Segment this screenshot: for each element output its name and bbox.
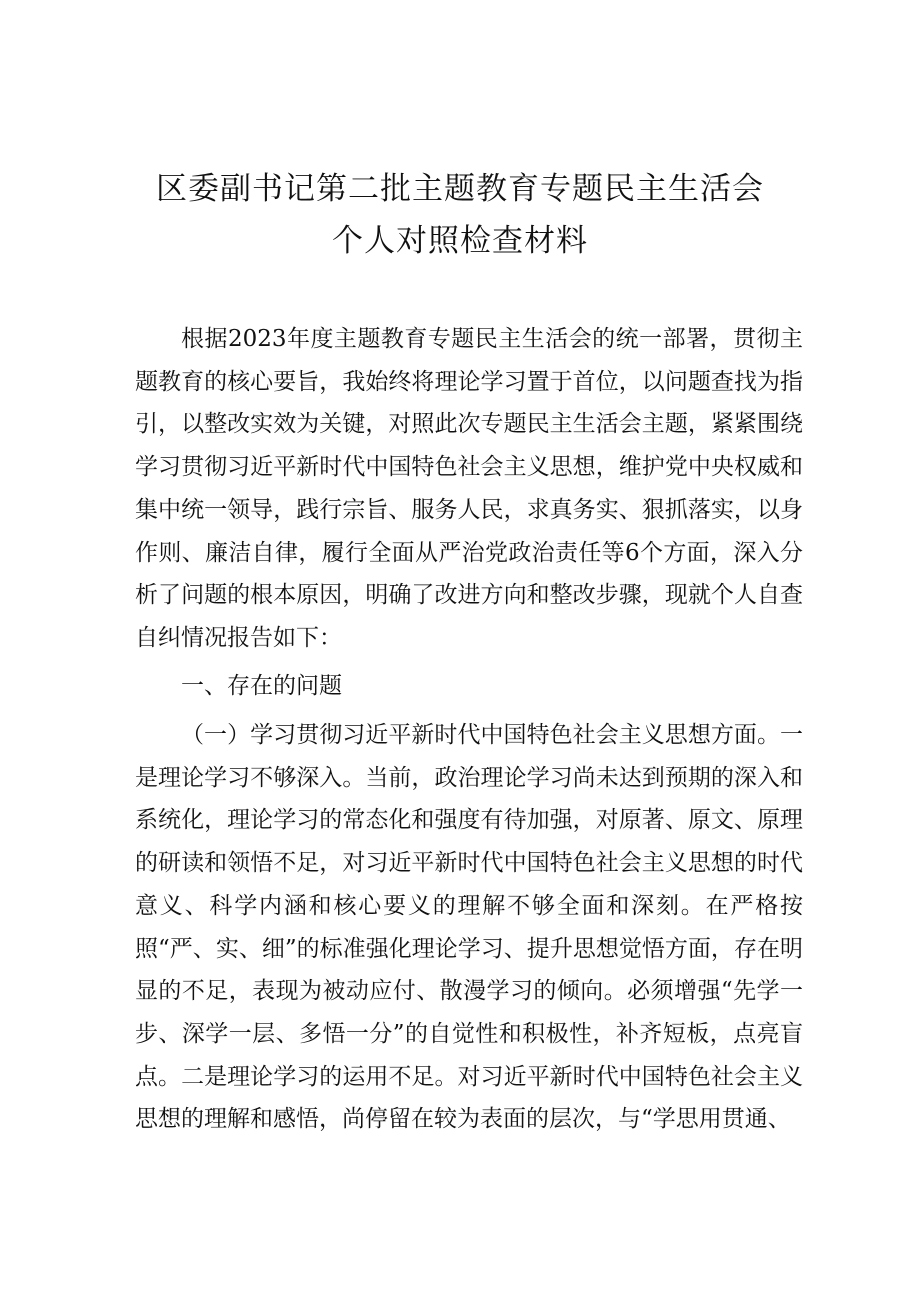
section-heading-problems: 一、存在的问题 [181,673,342,699]
document-title-line2: 个人对照检查材料 [332,223,588,259]
problem-paragraph-1: （一）学习贯彻习近平新时代中国特色社会主义思想方面。一是理论学习不够深入。当前，政治理论学习尚未达到预期的深入和系统化，理论学习的常态化和强度有待加强，对原著、原文、原理的研读和领悟不足，对习近平新时代中国特色社会主义思想的时代意义、科学内涵和核心要义的理解不够全面和深刻。在严格按照“严、实、细”的标准强化理论学习、提升思想觉悟方面，存在明显的不足，表现为被动应付、散漫学习的倾向。必须增强“先学一步、深学一层、多悟一分”的自觉性和积极性，补齐短板，点亮盲点。二是理论学习的运用不足。对习近平新时代中国特色社会主义思想的理解和感悟，尚停留在较为表面的层次，与“学思用贯通、 [135,722,803,1133]
document-title-line1: 区委副书记第二批主题教育专题民主生活会 [156,171,764,207]
intro-paragraph: 根据2023年度主题教育专题民主生活会的统一部署，贯彻主题教育的核心要旨，我始终将理论学习置于首位，以问题查找为指引，以整改实效为关键，对照此次专题民主生活会主题，紧紧围绕学习贯彻习近平新时代中国特色社会主义思想，维护党中央权威和集中统一领导，践行宗旨、服务人民，求真务实、狠抓落实，以身作则、廉洁自律，履行全面从严治党政治责任等6个方面，深入分析了问题的根本原因，明确了改进方向和整改步骤，现就个人自查自纠情况报告如下： [135,326,803,651]
